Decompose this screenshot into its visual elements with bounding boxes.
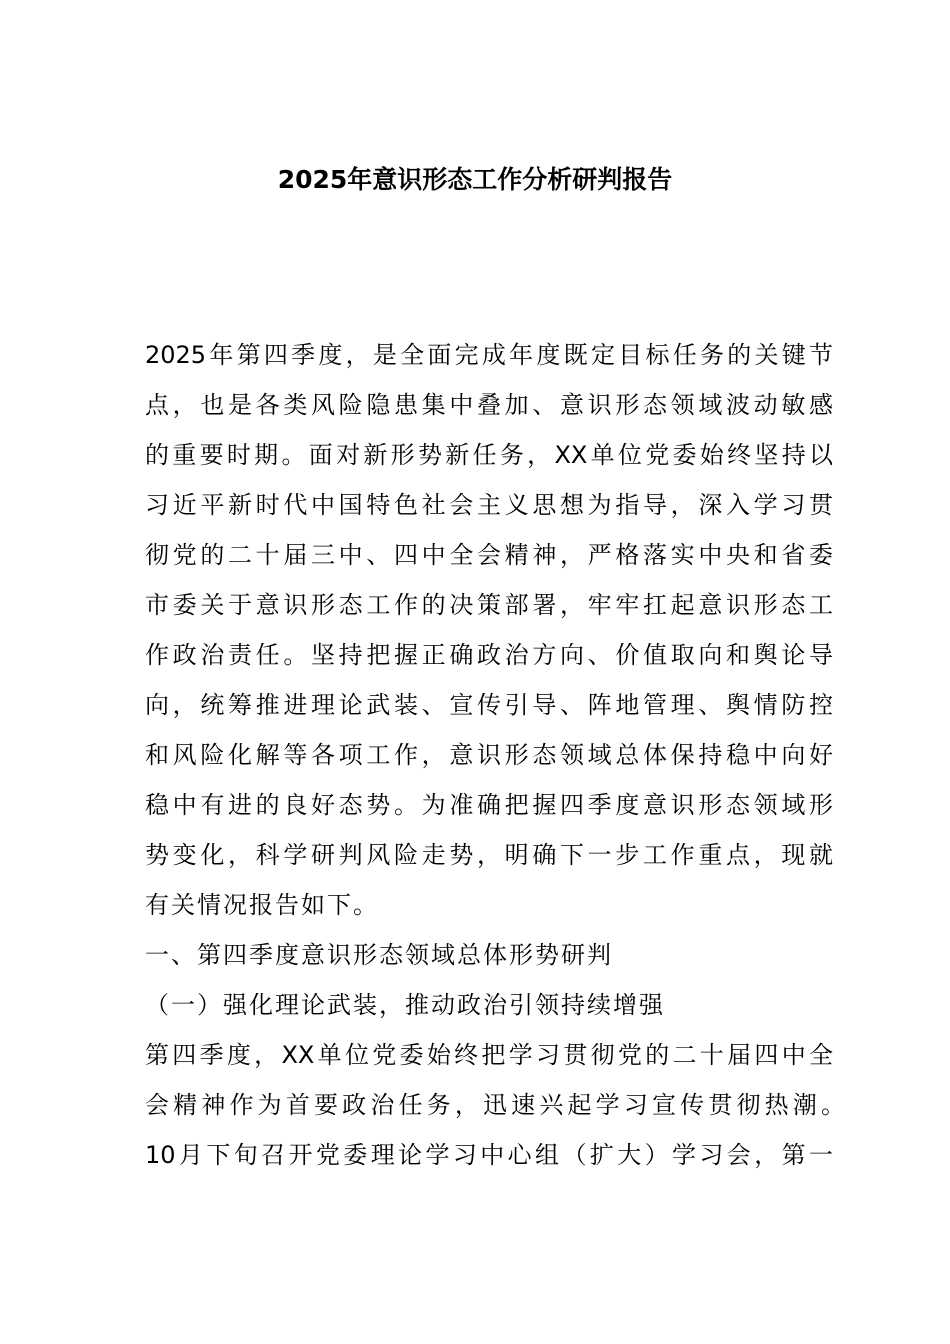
- paragraph-line: 向，统筹推进理论武装、宣传引导、阵地管理、舆情防控: [145, 691, 833, 719]
- paragraph-line: 和风险化解等各项工作，意识形态领域总体保持稳中向好: [145, 741, 833, 769]
- paragraph-line: 习近平新时代中国特色社会主义思想为指导，深入学习贯: [145, 491, 833, 519]
- paragraph-line: 稳中有进的良好态势。为准确把握四季度意识形态领域形: [145, 791, 833, 819]
- paragraph-line: 会精神作为首要政治任务，迅速兴起学习宣传贯彻热潮。: [145, 1091, 845, 1119]
- paragraph-line: 点，也是各类风险隐患集中叠加、意识形态领域波动敏感: [145, 391, 833, 419]
- paragraph-line: 2025年第四季度，是全面完成年度既定目标任务的关键节: [145, 341, 833, 369]
- document-title: 2025年意识形态工作分析研判报告: [277, 165, 673, 194]
- paragraph-line: 的重要时期。面对新形势新任务，XX单位党委始终坚持以: [145, 441, 833, 469]
- paragraph-line: 作政治责任。坚持把握正确政治方向、价值取向和舆论导: [145, 641, 833, 669]
- paragraph-line: 第四季度，XX单位党委始终把学习贯彻党的二十届四中全: [145, 1041, 833, 1069]
- paragraph-line: 彻党的二十届三中、四中全会精神，严格落实中央和省委: [145, 541, 833, 569]
- document-body: [145, 330, 845, 1180]
- paragraph-line: 势变化，科学研判风险走势，明确下一步工作重点，现就: [145, 841, 833, 869]
- paragraph-line: 10月下旬召开党委理论学习中心组（扩大）学习会，第一: [145, 1141, 833, 1169]
- paragraph-line: 市委关于意识形态工作的决策部署，牢牢扛起意识形态工: [145, 591, 833, 619]
- paragraph-line: 有关情况报告如下。: [145, 891, 379, 919]
- section-heading: 一、第四季度意识形态领域总体形势研判: [145, 941, 613, 969]
- subsection-heading: （一）强化理论武装，推动政治引领持续增强: [145, 991, 665, 1019]
